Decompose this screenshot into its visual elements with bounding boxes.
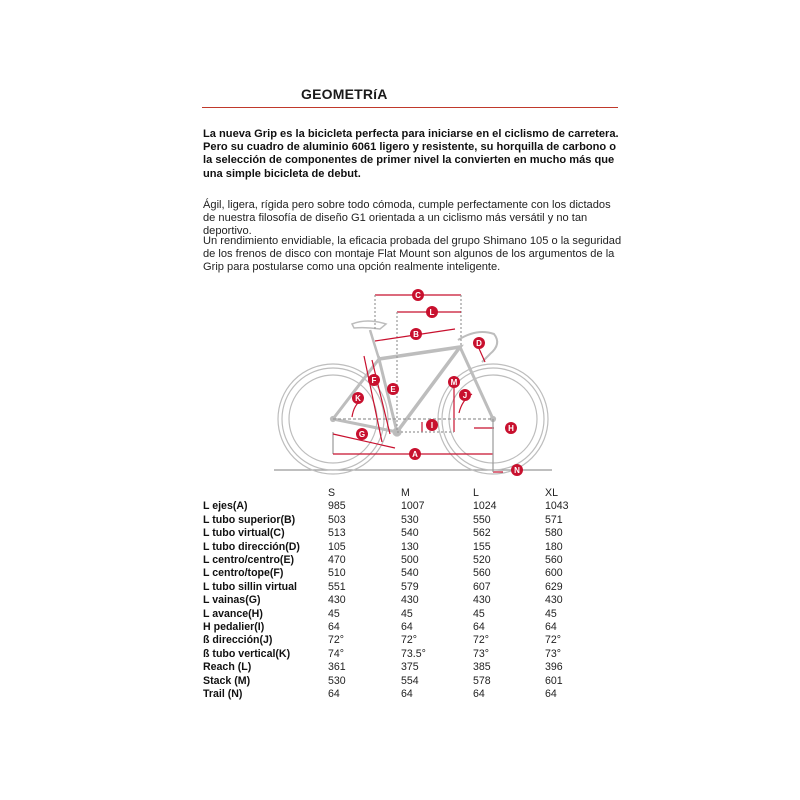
- table-header-row: [203, 487, 585, 500]
- table-row: [203, 554, 585, 567]
- cell-value: 503: [328, 513, 346, 526]
- cell-value: 540: [401, 567, 419, 580]
- cell-value: 64: [545, 688, 557, 701]
- cell-value: 45: [328, 607, 340, 620]
- badge-e: [387, 383, 399, 395]
- cell-value: 74°: [328, 647, 345, 660]
- row-label: L avance(H): [203, 607, 263, 620]
- description-paragraph: Un rendimiento envidiable, la eficacia probada del grupo Shimano 105 o la seguridad de los frenos de disco con montaje Flat Mount son algunos de los argumentos de la Grip para postularse como una opción realmente inteligente.: [203, 235, 622, 274]
- badge-n: [511, 464, 523, 476]
- cell-value: 396: [545, 661, 563, 674]
- cell-value: 130: [401, 540, 419, 553]
- table-row: [203, 608, 585, 621]
- cell-value: 72°: [328, 634, 345, 647]
- fork: [460, 347, 493, 419]
- row-label: L centro/centro(E): [203, 554, 295, 567]
- cell-value: 73°: [545, 647, 562, 660]
- cell-value: 550: [473, 513, 491, 526]
- badge-j: [459, 389, 471, 401]
- badge-g: [356, 428, 368, 440]
- column-header-l: L: [473, 487, 479, 499]
- svg-text:J: J: [462, 391, 468, 400]
- cell-value: 560: [473, 567, 491, 580]
- cell-value: 1024: [473, 500, 497, 513]
- badge-b: [410, 328, 422, 340]
- cell-value: 64: [401, 688, 413, 701]
- page-title: GEOMETRíA: [301, 86, 388, 102]
- cell-value: 629: [545, 580, 563, 593]
- cell-value: 510: [328, 567, 346, 580]
- table-row: [203, 527, 585, 540]
- row-label: H pedalier(I): [203, 621, 265, 634]
- row-label: L tubo superior(B): [203, 513, 296, 526]
- column-header: [203, 487, 328, 500]
- cell-value: 361: [328, 661, 346, 674]
- measure-badges: [352, 289, 523, 476]
- bike-geometry-diagram: [262, 282, 562, 480]
- cell-value: 64: [473, 621, 485, 634]
- cell-value: 430: [328, 594, 346, 607]
- svg-text:B: B: [413, 330, 419, 339]
- badge-k: [352, 392, 364, 404]
- column-header-xl: XL: [545, 487, 558, 499]
- cell-value: 430: [545, 594, 563, 607]
- cell-value: 72°: [545, 634, 562, 647]
- table-row: [203, 500, 585, 513]
- row-label: Stack (M): [203, 674, 251, 687]
- cell-value: 520: [473, 554, 491, 567]
- table-row: [203, 661, 585, 674]
- cell-value: 105: [328, 540, 346, 553]
- table-row: [203, 688, 585, 701]
- seatpost: [370, 330, 379, 359]
- svg-text:F: F: [371, 376, 377, 385]
- cell-value: 500: [401, 554, 419, 567]
- cell-value: 180: [545, 540, 563, 553]
- svg-text:N: N: [514, 466, 520, 475]
- cell-value: 1043: [545, 500, 569, 513]
- row-label: L tubo virtual(C): [203, 527, 285, 540]
- cell-value: 985: [328, 500, 346, 513]
- svg-text:K: K: [355, 394, 361, 403]
- column-header-m: M: [401, 487, 410, 499]
- title-divider: [202, 107, 618, 108]
- cell-value: 72°: [473, 634, 490, 647]
- cell-value: 64: [328, 688, 340, 701]
- cell-value: 385: [473, 661, 491, 674]
- row-label: L tubo dirección(D): [203, 540, 300, 553]
- table-row: [203, 567, 585, 580]
- svg-text:D: D: [476, 339, 482, 348]
- badge-m: [448, 376, 460, 388]
- intro-paragraph: La nueva Grip es la bicicleta perfecta para iniciarse en el ciclismo de carretera. Pero su cuadro de aluminio 6061 ligero y resistente, su horquilla de carbono o la selección de componentes de primer nivel la convierten en mucho más que una simple bicicleta de debut.: [203, 128, 619, 180]
- cell-value: 375: [401, 661, 419, 674]
- cell-value: 560: [545, 554, 563, 567]
- cell-value: 607: [473, 580, 491, 593]
- cell-value: 64: [545, 621, 557, 634]
- svg-text:A: A: [412, 450, 418, 459]
- table-row: [203, 621, 585, 634]
- cell-value: 601: [545, 674, 563, 687]
- cell-value: 45: [473, 607, 485, 620]
- svg-text:E: E: [390, 385, 396, 394]
- table-row: [203, 581, 585, 594]
- cell-value: 72°: [401, 634, 418, 647]
- row-label: L centro/tope(F): [203, 567, 284, 580]
- description-paragraph: Ágil, ligera, rígida pero sobre todo cómoda, cumple perfectamente con los dictados de nuestra filosofía de diseño G1 orientada a un ciclismo más versátil y no tan deportivo.: [203, 199, 611, 238]
- table-row: [203, 648, 585, 661]
- row-label: ß dirección(J): [203, 634, 273, 647]
- cell-value: 554: [401, 674, 419, 687]
- badge-h: [505, 422, 517, 434]
- cell-value: 600: [545, 567, 563, 580]
- badge-d: [473, 337, 485, 349]
- svg-text:C: C: [415, 291, 421, 300]
- svg-text:I: I: [430, 421, 434, 430]
- cell-value: 571: [545, 513, 563, 526]
- cell-value: 64: [473, 688, 485, 701]
- cell-value: 580: [545, 527, 563, 540]
- cell-value: 430: [401, 594, 419, 607]
- cell-value: 579: [401, 580, 419, 593]
- badge-a: [409, 448, 421, 460]
- row-label: L tubo sillin virtual: [203, 580, 297, 593]
- cell-value: 551: [328, 580, 346, 593]
- cell-value: 45: [545, 607, 557, 620]
- row-label: Trail (N): [203, 688, 243, 701]
- svg-text:M: M: [450, 378, 458, 387]
- cell-value: 513: [328, 527, 346, 540]
- cell-value: 430: [473, 594, 491, 607]
- cell-value: 530: [401, 513, 419, 526]
- table-row: [203, 514, 585, 527]
- table-row: [203, 634, 585, 647]
- row-label: L ejes(A): [203, 500, 248, 513]
- cell-value: 578: [473, 674, 491, 687]
- svg-text:H: H: [508, 424, 514, 433]
- cell-value: 540: [401, 527, 419, 540]
- cell-value: 562: [473, 527, 491, 540]
- geometry-table: [203, 487, 585, 702]
- cell-value: 64: [401, 621, 413, 634]
- badge-l: [426, 306, 438, 318]
- badge-c: [412, 289, 424, 301]
- row-label: L vainas(G): [203, 594, 261, 607]
- row-label: Reach (L): [203, 661, 252, 674]
- table-row: [203, 594, 585, 607]
- cell-value: 530: [328, 674, 346, 687]
- cell-value: 73°: [473, 647, 490, 660]
- cell-value: 73.5°: [401, 647, 426, 660]
- column-header-s: S: [328, 487, 336, 499]
- table-row: [203, 541, 585, 554]
- cell-value: 64: [328, 621, 340, 634]
- badge-i: [426, 419, 438, 431]
- saddle: [352, 321, 386, 329]
- cell-value: 155: [473, 540, 491, 553]
- row-label: ß tubo vertical(K): [203, 647, 291, 660]
- table-row: [203, 675, 585, 688]
- cell-value: 1007: [401, 500, 425, 513]
- svg-text:L: L: [429, 308, 435, 317]
- badge-f: [368, 374, 380, 386]
- cell-value: 470: [328, 554, 346, 567]
- cell-value: 45: [401, 607, 413, 620]
- svg-text:G: G: [358, 430, 366, 439]
